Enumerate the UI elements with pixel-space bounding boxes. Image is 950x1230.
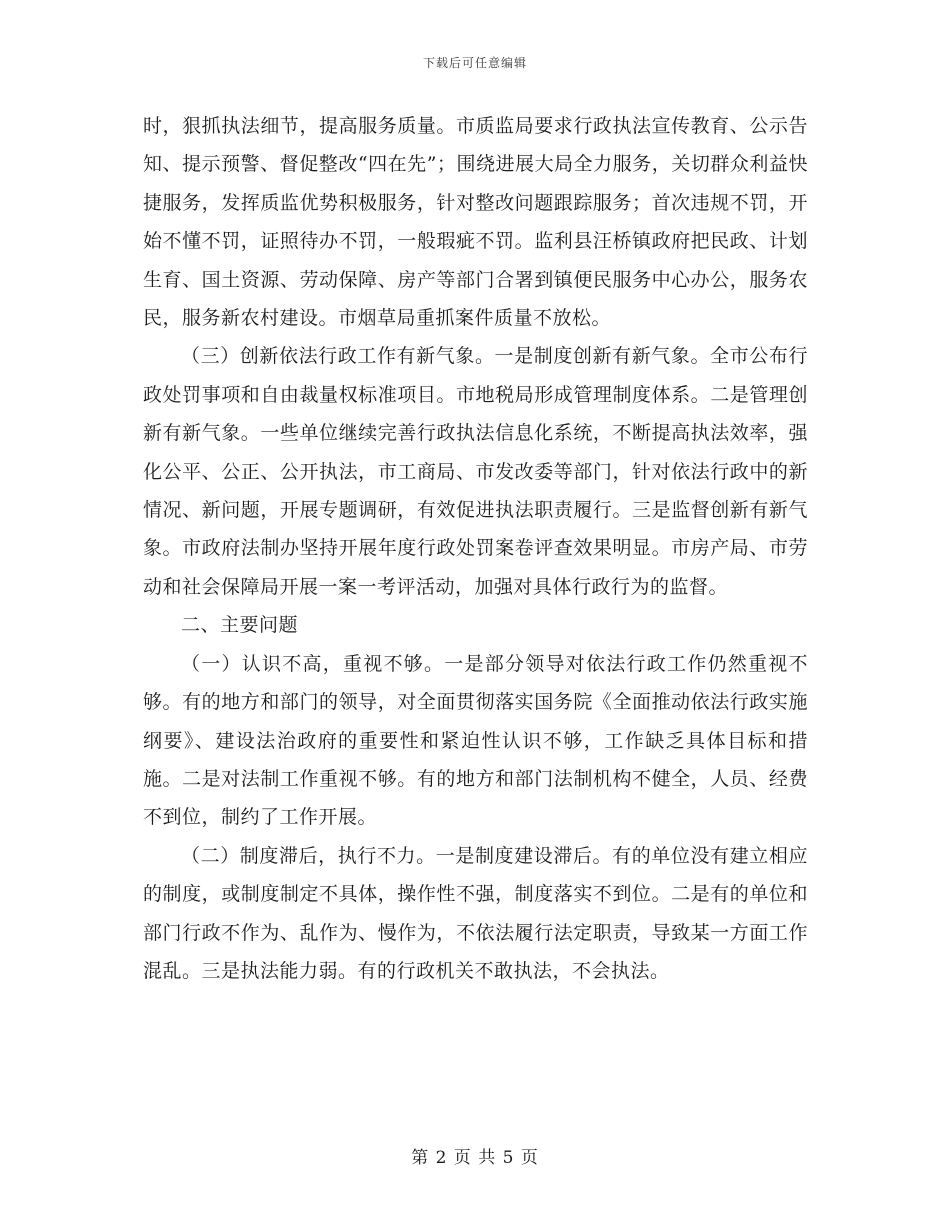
paragraph-continuation: 时，狠抓执法细节，提高服务质量。市质监局要求行政执法宣传教育、公示告知、提示预警、督促整改“四在先”；围绕进展大局全力服务，关切群众利益快捷服务，发挥质监优势积极服务，针对整改问题跟踪服务；首次违规不罚，开始不懂不罚，证照待办不罚，一般瑕疵不罚。监利县汪桥镇政府把民政、计划生育、国土资源、劳动保障、房产等部门合署到镇便民服务中心办公，服务农民，服务新农村建设。市烟草局重抓案件质量不放松。 (143, 115, 808, 330)
section-heading-main-problems: 二、主要问题 (181, 614, 299, 637)
page-header: 下载后可任意编辑 (422, 56, 527, 70)
document-body (143, 107, 808, 990)
paragraph-awareness: （一）认识不高，重视不够。一是部分领导对依法行政工作仍然重视不够。有的地方和部门的领导，对全面贯彻落实国务院《全面推动依法行政实施纲要》、建设法治政府的重要性和紧迫性认识不够，工作缺乏具体目标和措施。二是对法制工作重视不够。有的地方和部门法制机构不健全，人员、经费不到位，制约了工作开展。 (143, 652, 808, 829)
page-number-footer: 第 2 页 共 5 页 (411, 1148, 539, 1168)
paragraph-system-lag: （二）制度滞后，执行不力。一是制度建设滞后。有的单位没有建立相应的制度，或制度制定不具体，操作性不强，制度落实不到位。二是有的单位和部门行政不作为、乱作为、慢作为，不依法履行法定职责，导致某一方面工作混乱。三是执法能力弱。有的行政机关不敢执法，不会执法。 (143, 844, 808, 982)
paragraph-innovation: （三）创新依法行政工作有新气象。一是制度创新有新气象。全市公布行政处罚事项和自由裁量权标准项目。市地税局形成管理制度体系。二是管理创新有新气象。一些单位继续完善行政执法信息化系统，不断提高执法效率，强化公平、公正、公开执法，市工商局、市发改委等部门，针对依法行政中的新情况、新问题，开展专题调研，有效促进执法职责履行。三是监督创新有新气象。市政府法制办坚持开展年度行政处罚案卷评查效果明显。市房产局、市劳动和社会保障局开展一案一考评活动，加强对具体行政行为的监督。 (143, 345, 808, 598)
